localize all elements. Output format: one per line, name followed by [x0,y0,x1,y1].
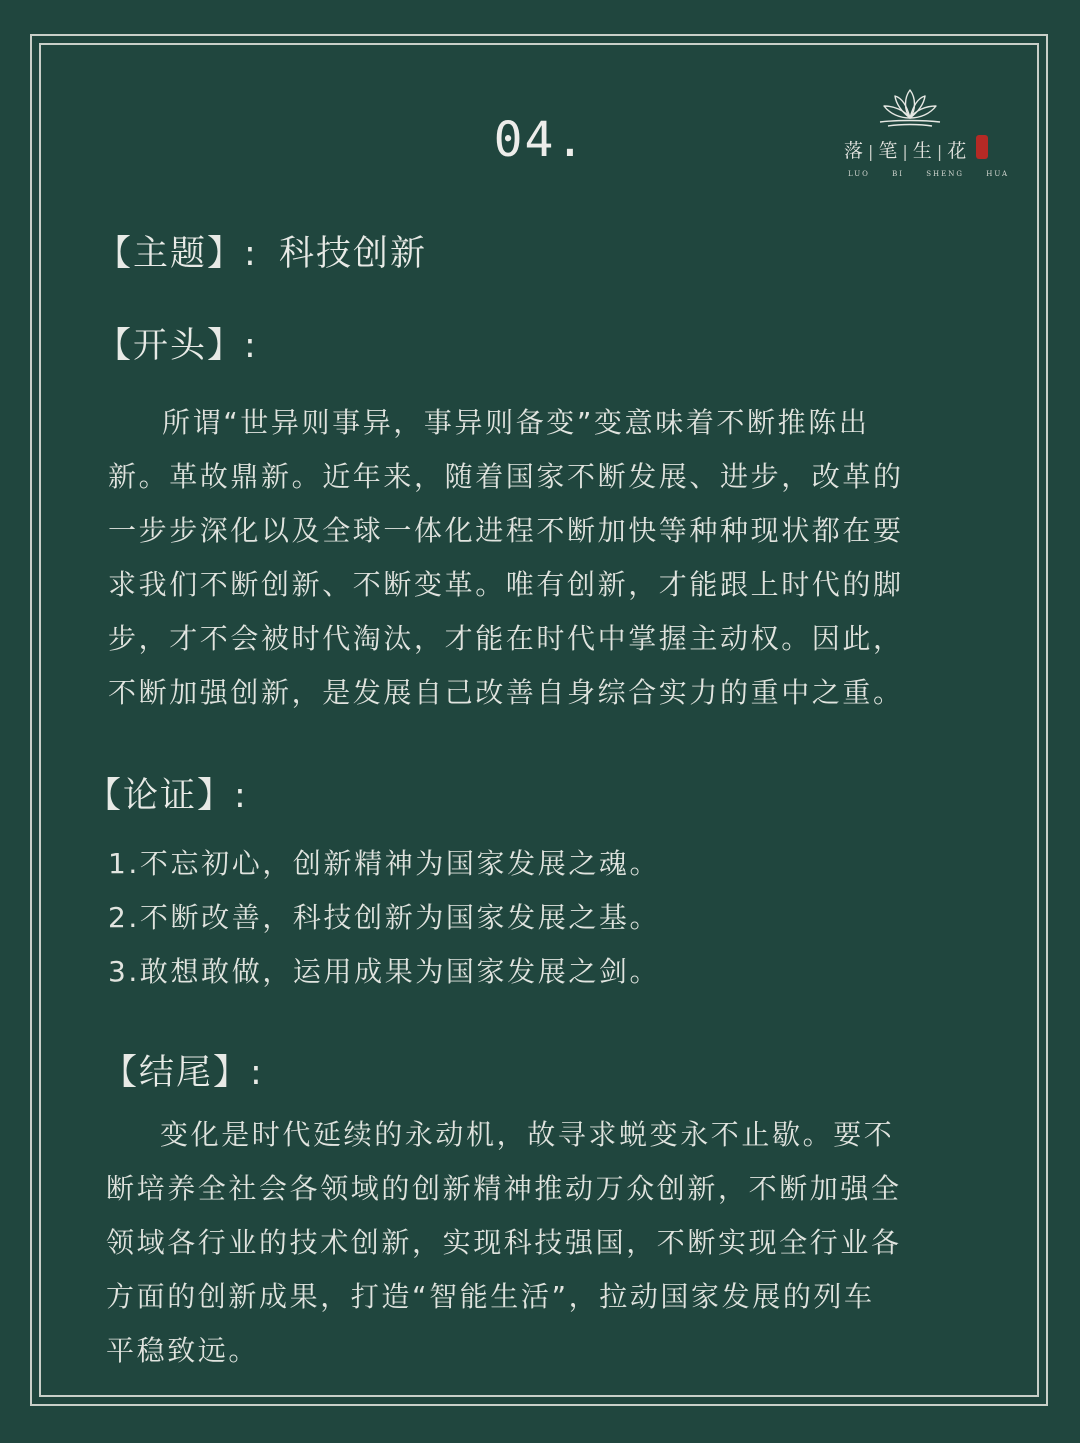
opening-heading: 【开头】: [96,326,258,366]
ending-heading: 【结尾】: [102,1053,264,1093]
ending-paragraph [106,1108,902,1378]
logo-text: 落 | 笔 | 生 | 花 [844,140,968,162]
topic-label: 【主题】: [96,234,258,274]
logo-char: 花 [947,140,968,162]
logo-char: 落 [844,140,865,162]
argument-item: 2.不断改善，科技创新为国家发展之基。 [108,901,661,934]
logo-seal-stamp [976,135,988,159]
paragraph-line: 断培养全社会各领域的创新精神推动万众创新，不断加强全 [106,1172,902,1205]
topic-value: 科技创新 [278,234,427,274]
opening-paragraph [108,396,904,720]
paragraph-line: 新。革故鼎新。近年来，随着国家不断发展、进步，改革的 [108,460,904,493]
logo-pinyin: LUO BI SHENG HUA [848,170,1010,178]
logo-char: 笔 [878,140,899,162]
brand-logo [840,86,1010,186]
lotus-icon [876,86,944,128]
page-number: 04. [493,112,587,168]
paragraph-line: 一步步深化以及全球一体化进程不断加快等种种现状都在要 [108,514,904,547]
argument-item: 1.不忘初心，创新精神为国家发展之魂。 [108,847,661,880]
paragraph-line: 不断加强创新，是发展自己改善自身综合实力的重中之重。 [108,676,904,709]
paragraph-line: 变化是时代延续的永动机，故寻求蜕变永不止歇。要不 [160,1118,895,1151]
paragraph-line: 求我们不断创新、不断变革。唯有创新，才能跟上时代的脚 [108,568,904,601]
paragraph-line: 领域各行业的技术创新，实现科技强国，不断实现全行业各 [106,1226,902,1259]
paragraph-line: 平稳致远。 [106,1334,260,1367]
argument-item: 3.敢想敢做，运用成果为国家发展之剑。 [108,955,661,988]
logo-char: 生 [912,140,933,162]
topic-heading [96,226,427,276]
paragraph-line: 方面的创新成果，打造“智能生活”，拉动国家发展的列车 [106,1280,875,1313]
paragraph-line: 步，才不会被时代淘汰，才能在时代中掌握主动权。因此， [108,622,904,655]
argument-heading: 【论证】: [86,776,248,816]
paragraph-line: 所谓“世异则事异，事异则备变”变意味着不断推陈出 [162,406,870,439]
